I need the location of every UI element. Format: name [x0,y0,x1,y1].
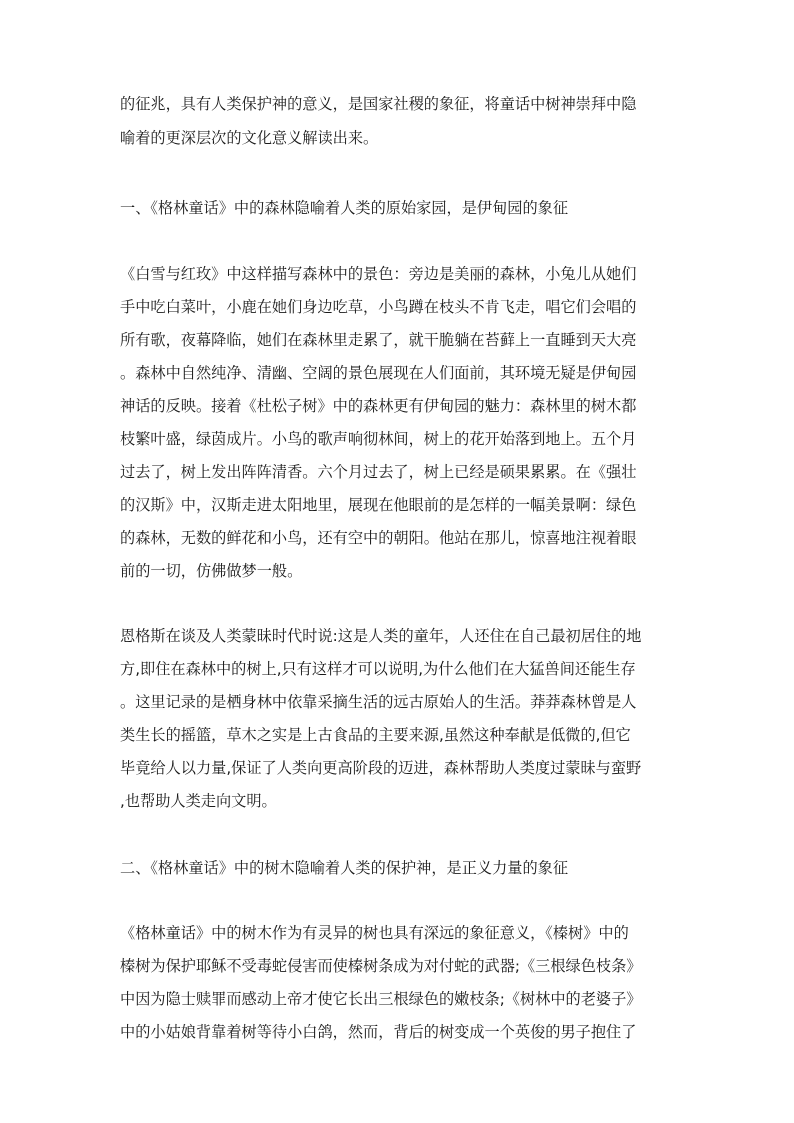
paragraph-line: ,也帮助人类走向文明。 [120,792,277,810]
section-heading: 二、《格林童话》中的树木隐喻着人类的保护神，是正义力量的象征 [120,859,569,877]
paragraph-line: 所有歌，夜幕降临，她们在森林里走累了，就干脆躺在苔藓上一直睡到天大亮 [120,331,637,349]
paragraph-line: 的征兆，具有人类保护神的意义，是国家社稷的象征，将童话中树神崇拜中隐 [120,95,637,113]
paragraph-line: 手中吃白菜叶，小鹿在她们身边吃草，小鸟蹲在枝头不肯飞走，唱它们会唱的 [120,298,637,316]
paragraph-line: 《白雪与红玫》中这样描写森林中的景色：旁边是美丽的森林，小兔儿从她们 [120,265,637,283]
paragraph-line: 枝繁叶盛，绿茵成片。小鸟的歌声响彻林间，树上的花开始落到地上。五个月 [120,430,637,448]
paragraph-line: 前的一切，仿佛做梦一般。 [120,562,303,580]
paragraph-line: 过去了，树上发出阵阵清香。六个月过去了，树上已经是硕果累累。在《强壮 [120,463,637,481]
paragraph-line: 毕竟给人以力量,保证了人类向更高阶段的迈进，森林帮助人类度过蒙昧与蛮野 [120,759,642,777]
paragraph-line: 方,即住在森林中的树上,只有这样才可以说明,为什么他们在大猛兽间还能生存 [120,660,636,678]
paragraph-line: 的森林，无数的鲜花和小鸟，还有空中的朝阳。他站在那儿，惊喜地注视着眼 [120,529,637,547]
paragraph-line: 。森林中自然纯净、清幽、空阔的景色展现在人们面前，其环境无疑是伊甸园 [120,364,637,382]
paragraph-line: 榛树为保护耶稣不受毒蛇侵害而使榛树条成为对付蛇的武器;《三根绿色枝条》 [120,957,642,975]
section-heading: 一、《格林童话》中的森林隐喻着人类的原始家园，是伊甸园的象征 [120,199,569,217]
paragraph-line: 中的小姑娘背靠着树等待小白鸽，然而，背后的树变成一个英俊的男子抱住了 [120,1023,637,1041]
paragraph-line: 恩格斯在谈及人类蒙昧时代时说:这是人类的童年，人还住在自己最初居住的地 [120,627,642,645]
paragraph-line: 神话的反映。接着《杜松子树》中的森林更有伊甸园的魅力：森林里的树木都 [120,397,637,415]
paragraph-line: 的汉斯》中，汉斯走进太阳地里，展现在他眼前的是怎样的一幅美景啊：绿色 [120,496,637,514]
paragraph-line: 《格林童话》中的树木作为有灵异的树也具有深远的象征意义，《榛树》中的 [120,924,629,942]
paragraph-line: 中因为隐士赎罪而感动上帝才使它长出三根绿色的嫩枝条;《树林中的老婆子》 [120,990,642,1008]
paragraph-line: 。这里记录的是栖身林中依靠采摘生活的远古原始人的生活。莽莽森林曾是人 [120,693,637,711]
paragraph-line: 类生长的摇篮，草木之实是上古食品的主要来源,虽然这种奉献是低微的,但它 [120,726,631,744]
paragraph-line: 喻着的更深层次的文化意义解读出来。 [120,129,379,147]
